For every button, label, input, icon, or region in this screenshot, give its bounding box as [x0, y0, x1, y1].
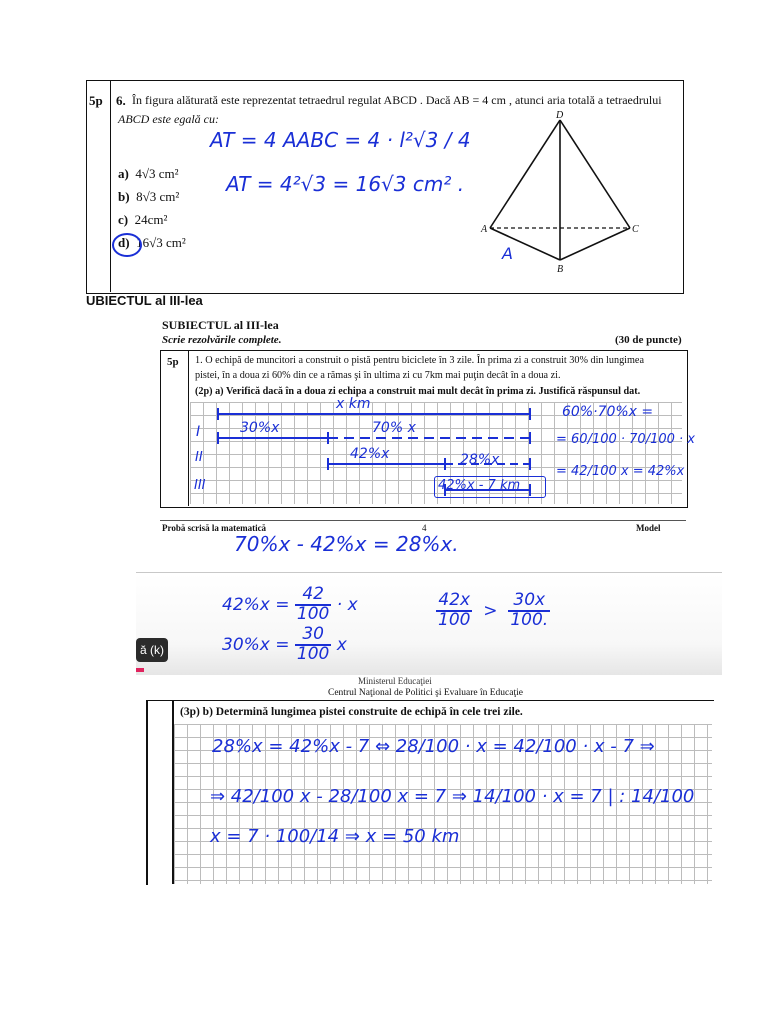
eq-42-fraction: $\frac{42}{100}$	[296, 584, 330, 624]
label-seg3: 28%x	[460, 452, 500, 468]
problem-6-text-line1: În figura alăturată este reprezentat tetraedrul regulat ABCD . Dacă AB = 4 cm , atunci aria totală a tetraedrului	[132, 93, 662, 107]
label-day2: II	[195, 450, 203, 465]
problem-1-text-1: 1. O echipă de muncitori a construit o pistă pentru biciclete în 3 zile. În prima zi a construit 30% din lungimea	[195, 355, 644, 366]
calc-line2: = 60/100 · 70/100 · x	[556, 432, 695, 447]
answer-options	[118, 162, 186, 254]
label-seg3-expr: 42%x - 7 km	[438, 478, 521, 493]
label-day1: I	[196, 424, 201, 440]
subject3-title: SUBIECTUL al III-lea	[162, 318, 279, 332]
handwritten-difference: 70%x - 42%x = 28%x.	[234, 532, 459, 556]
header-ministry: Ministerul Educaţiei	[358, 676, 432, 686]
label-total-length: x km	[336, 396, 371, 412]
problem-6-points-divider	[110, 80, 111, 292]
vertex-label-b: B	[557, 264, 564, 275]
problem-1-points: 5p	[167, 356, 179, 368]
problem-6-text-line2: ABCD este egală cu:	[118, 112, 219, 126]
problem-6-number: 6.	[116, 93, 126, 108]
option-c[interactable]: c) 24cm²	[118, 212, 168, 227]
problem-6-points: 5p	[89, 93, 103, 108]
vertex-label-a: A	[481, 224, 488, 235]
solution-line-1: 28%x = 42%x - 7 ⇔ 28/100 · x = 42/100 · x - 7 ⇒	[212, 736, 655, 757]
handwritten-face-label: A	[502, 244, 513, 263]
cmp-left-fraction: $\frac{42x}{100}$	[438, 590, 471, 630]
keyboard-shortcut-button[interactable]	[136, 638, 168, 662]
handwritten-area-formula: AT = 4 AABC = 4 · l²√3 / 4	[210, 128, 471, 152]
option-a[interactable]: a) 4√3 cm²	[118, 166, 179, 181]
option-d[interactable]: d) 16√3 cm²	[118, 231, 186, 254]
vertex-label-d: D	[556, 110, 564, 121]
subject3-subtitle: Scrie rezolvările complete.	[162, 334, 282, 346]
label-seg1: 30%x	[240, 420, 280, 436]
part-a-text: (2p) a) Verifică dacă în a doua zi echipa a construit mai mult decât în prima zi. Justifică răspunsul dat.	[195, 386, 641, 397]
solution-line-2: ⇒ 42/100 x - 28/100 x = 7 ⇒ 14/100 · x = 7 | : 14/100	[210, 786, 695, 807]
solution-line-3: x = 7 · 100/14 ⇒ x = 50 km	[210, 826, 460, 847]
part-b-text: (3p) b) Determină lungimea pistei construite de echipă în cele trei zile.	[180, 706, 523, 718]
footer-page: 4	[422, 523, 427, 533]
label-seg-rest: 70% x	[372, 420, 416, 436]
header-center: Centrul Naţional de Politici şi Evaluare în Educaţie	[328, 688, 523, 698]
cmp-right-fraction: $\frac{30x}{100.}$	[510, 590, 549, 630]
eq-42-percent: 42%x = $\frac{42}{100}$ · x	[222, 584, 358, 624]
problem-1-divider	[188, 350, 189, 506]
vertex-label-c: C	[632, 224, 639, 235]
footer-left: Probă scrisă la matematică	[162, 523, 267, 533]
option-b[interactable]: b) 8√3 cm²	[118, 189, 180, 204]
problem-1-text-2: pistei, în a doua zi 60% din ce a rămas şi în ultima zi cu 7km mai puţin decât în a doua zi.	[195, 370, 561, 381]
footer-rule	[160, 520, 686, 521]
keyboard-shortcut-label: ă (k)	[140, 643, 164, 657]
label-seg2: 42%x	[350, 446, 390, 462]
subject3-points: (30 de puncte)	[615, 334, 682, 346]
footer-right: Model	[636, 523, 661, 533]
calc-line1: 60%·70%x =	[562, 404, 654, 420]
calc-line3: = 42/100 x = 42%x	[556, 464, 685, 479]
eq-30-fraction: $\frac{30}{100}$	[296, 624, 330, 664]
progress-marker	[136, 668, 144, 672]
comparison: $\frac{42x}{100}$ > $\frac{30x}{100.}$	[438, 590, 549, 630]
eq-30-percent: 30%x = $\frac{30}{100}$ x	[222, 624, 347, 664]
subject-cut-label: UBIECTUL al III-lea	[86, 293, 203, 308]
selected-answer-circle	[112, 233, 142, 257]
label-day3: III	[194, 478, 206, 493]
handwritten-area-result: AT = 4²√3 = 16√3 cm² .	[226, 172, 465, 196]
